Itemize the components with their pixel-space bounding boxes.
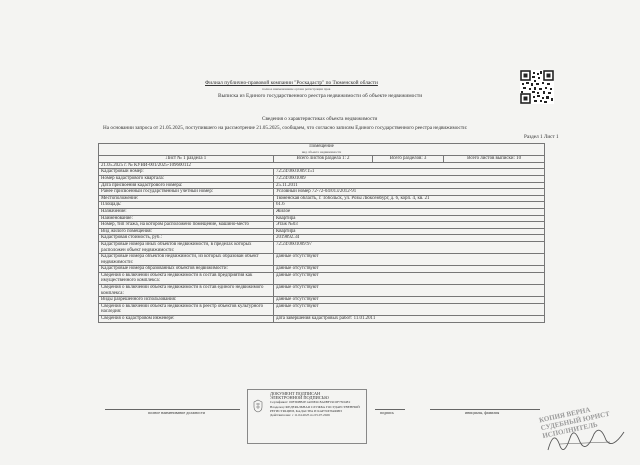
date-number: 21.05.2025 г. № КУВИ-001/2025-109600112 [99,162,545,169]
characteristics-table [98,143,545,323]
row-label: Сведения о включении объекта недвижимости в состав единого недвижимого комплекса: [99,285,274,297]
row-label: Вид жилого помещения: [99,228,274,235]
coat-of-arms-icon [252,399,264,413]
row-label: Номер кадастрового квартала: [99,175,274,182]
table-row [99,169,545,176]
authority-name: Филиал публично-правовой компании "Роскадастр" по Тюменской области [205,80,378,86]
row-value: Условный номер 72-72-04/013/2012-91 [274,189,545,196]
row-label: Кадастровая стоимость, руб.: [99,235,274,242]
row-value: данные отсутствуют [274,272,545,284]
row-label: Кадастровые номера объектов недвижимости, из которых образован объект недвижимости: [99,254,274,266]
object-type: Помещение [309,144,334,149]
table-row [99,208,545,215]
name-label: инициалы, фамилия [465,410,500,415]
rows-body [99,169,545,322]
row-value: данные отсутствуют [274,254,545,266]
row-label: Назначение: [99,208,274,215]
row-label: Сведения о включении объекта недвижимости в реестр объектов культурного наследия: [99,303,274,315]
signed-title-1: ДОКУМЕНТ ПОДПИСАН [270,391,321,396]
row-label: Площадь: [99,202,274,209]
table-row [99,285,545,297]
row-value: данные отсутствуют [274,297,545,304]
row-label: Виды разрешенного использования: [99,297,274,304]
table-row [99,241,545,253]
row-label: Дата присвоения кадастрового номера: [99,182,274,189]
signature-owner-2: РЕГИСТРАЦИИ, КАДАСТРА И КАРТОГРАФИИ [270,408,342,413]
row-value: 72:24:0601009:151 [274,169,545,176]
row-value: данные отсутствуют [274,303,545,315]
table-row [99,254,545,266]
row-value: 2019892.34 [274,235,545,242]
row-value: 25.11.2011 [274,182,545,189]
table-row [99,182,545,189]
row-value: данные отсутствуют [274,285,545,297]
sheets-total: Всего листов выписки: 10 [444,156,545,163]
object-type-cell [99,144,545,156]
sheets-of-section: Всего листов раздела 1: 2 [274,156,373,163]
row-label: Кадастровые номера иных объектов недвижимости, в пределах которых расположен объект недвижимости: [99,241,274,253]
sheet-info-row [99,156,545,163]
row-label: Сведения о включении объекта недвижимости в состав предприятия как имущественного комплекса: [99,272,274,284]
document-title: Выписка из Единого государственного реестра недвижимости об объекте недвижимости [218,93,423,99]
row-value: дата завершения кадастровых работ: 11.01.2011 [274,316,545,323]
row-label: Кадастровый номер: [99,169,274,176]
table-row [99,297,545,304]
table-row [99,316,545,323]
signed-title-2: ЭЛЕКТРОННОЙ ПОДПИСЬЮ [270,395,329,401]
table-row [99,215,545,222]
authority-name-caption: полное наименование органа регистрации прав [262,87,331,91]
row-label: Кадастровые номера образованных объектов недвижимости: [99,266,274,273]
table-row [99,266,545,273]
table-row [99,175,545,182]
sections-total: Всего разделов: 3 [373,156,444,163]
table-row [99,195,545,202]
table-row [99,303,545,315]
table-row [99,189,545,196]
row-value: Жилое [274,208,545,215]
section-title: Сведения о характеристиках объекта недвижимости [262,116,378,122]
row-value: Квартира [274,215,545,222]
row-value: 61.6 [274,202,545,209]
signature-owner: Владелец: ФЕДЕРАЛЬНАЯ СЛУЖБА ГОСУДАРСТВЕННОЙ [270,404,360,409]
sheet-label: Раздел 1 Лист 1 [524,134,559,140]
copy-stamp: КОПИЯ ВЕРНА СУДЕБНЫЙ ЮРИСТ ИСПОЛНИТЕЛЬ [538,405,611,441]
row-label: Сведения о кадастровом инженере: [99,316,274,323]
table-row [99,272,545,284]
electronic-signature-block [247,389,367,444]
row-value: данные отсутствуют [274,266,545,273]
sheet-number: Лист № 1 раздела 1 [99,156,274,163]
signature-cert: Сертификат: 00F3D8B2E1A09E4C8A0BF19C6F73D4E2 [270,400,351,405]
position-label: полное наименование должности [148,410,205,415]
row-value: 72:24:0601009:97 [274,241,545,253]
row-label: Наименование: [99,215,274,222]
row-value: Этаж №03 [274,222,545,229]
row-label: Номер, тип этажа, на котором расположено помещение, машино-место [99,222,274,229]
row-value: 72:24:0601009 [274,175,545,182]
table-row [99,228,545,235]
table-row [99,222,545,229]
row-label: Ранее присвоенный государственный учетный номер: [99,189,274,196]
table-row [99,235,545,242]
object-type-caption: вид объекта недвижимости [301,149,342,154]
row-value: Квартира [274,228,545,235]
table-row [99,202,545,209]
row-label: Местоположение: [99,195,274,202]
request-intro: На основании запроса от 21.05.2025, поступившего на рассмотрение 21.05.2025, сообщаем, что согласно записям Единого государственного реестра недвижимости: [103,125,468,131]
row-value: Тюменская область, г. Тобольск, ул. Розы Люксембург, д. 6, корп. 4, кв. 21 [274,195,545,202]
signature-label: подпись [380,410,394,415]
handwritten-signature [540,420,630,460]
signature-valid: Действителен: с 11.04.2025 по 05.07.2026 [270,413,330,418]
qr-code-icon [520,70,554,104]
